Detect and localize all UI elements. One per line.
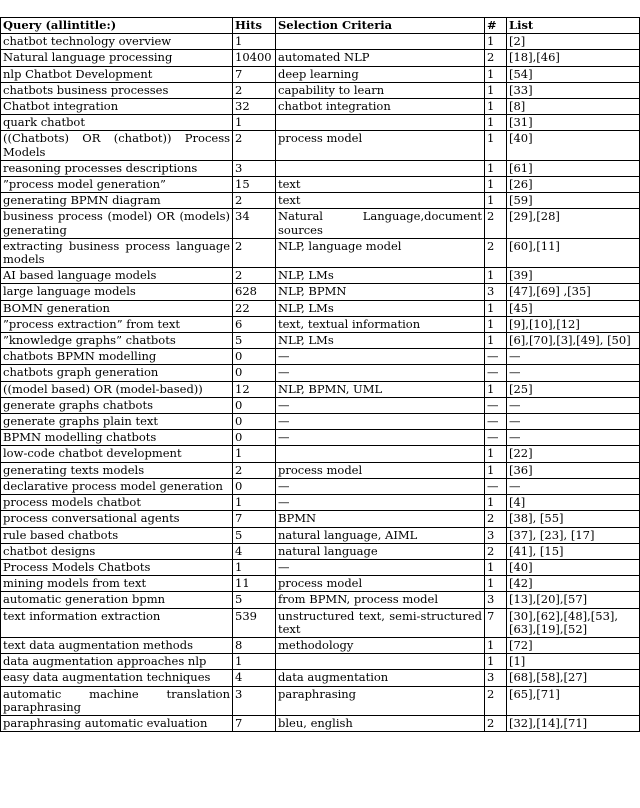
query-cell: process models chatbot (1, 495, 233, 511)
query-cell: Chatbot integration (1, 99, 233, 115)
reference-list-cell: [38], [55] (507, 511, 640, 527)
table-container (0, 17, 639, 732)
count-cell: 3 (485, 527, 507, 543)
table-row (1, 511, 640, 527)
reference-list-cell: [22] (507, 446, 640, 462)
selection-criteria-cell: bleu, english (276, 715, 485, 731)
table-row (1, 316, 640, 332)
table-row (1, 160, 640, 176)
count-cell: 1 (485, 115, 507, 131)
selection-criteria-cell: process model (276, 576, 485, 592)
selection-criteria-cell: NLP, language model (276, 238, 485, 267)
query-cell: nlp Chatbot Development (1, 66, 233, 82)
reference-list-cell: [25] (507, 381, 640, 397)
header-selection-criteria: Selection Criteria (276, 18, 485, 34)
hits-cell: 0 (233, 414, 276, 430)
reference-list-cell: [6],[70],[3],[49], [50] (507, 333, 640, 349)
hits-cell: 1 (233, 559, 276, 575)
count-cell: 1 (485, 559, 507, 575)
count-cell: 1 (485, 193, 507, 209)
query-cell: easy data augmentation techniques (1, 670, 233, 686)
count-cell: 1 (485, 462, 507, 478)
hits-cell: 1 (233, 115, 276, 131)
reference-list-cell: [40] (507, 131, 640, 160)
query-cell: text data augmentation methods (1, 637, 233, 653)
count-cell: — (485, 397, 507, 413)
table-body (1, 34, 640, 732)
query-cell: low-code chatbot development (1, 446, 233, 462)
selection-criteria-cell: — (276, 414, 485, 430)
table-row (1, 430, 640, 446)
hits-cell: 3 (233, 686, 276, 715)
selection-criteria-cell: paraphrasing (276, 686, 485, 715)
count-cell: 1 (485, 66, 507, 82)
query-cell: extracting business process language models (1, 238, 233, 267)
count-cell: 1 (485, 381, 507, 397)
selection-criteria-cell: — (276, 478, 485, 494)
table-row (1, 414, 640, 430)
reference-list-cell: [37], [23], [17] (507, 527, 640, 543)
query-cell: generate graphs chatbots (1, 397, 233, 413)
query-cell: business process (model) OR (models) generating (1, 209, 233, 238)
reference-list-cell: [29],[28] (507, 209, 640, 238)
count-cell: 1 (485, 300, 507, 316)
selection-criteria-cell: data augmentation (276, 670, 485, 686)
selection-criteria-cell: automated NLP (276, 50, 485, 66)
selection-criteria-cell: NLP, LMs (276, 300, 485, 316)
selection-criteria-cell: — (276, 365, 485, 381)
hits-cell: 34 (233, 209, 276, 238)
selection-criteria-cell: — (276, 397, 485, 413)
query-cell: chatbot designs (1, 543, 233, 559)
selection-criteria-cell: text (276, 193, 485, 209)
reference-list-cell: [41], [15] (507, 543, 640, 559)
reference-list-cell: [65],[71] (507, 686, 640, 715)
table-row (1, 131, 640, 160)
hits-cell: 1 (233, 495, 276, 511)
selection-criteria-cell: — (276, 559, 485, 575)
table-row (1, 193, 640, 209)
selection-criteria-cell: process model (276, 131, 485, 160)
hits-cell: 22 (233, 300, 276, 316)
hits-cell: 0 (233, 349, 276, 365)
table-row (1, 177, 640, 193)
hits-cell: 2 (233, 193, 276, 209)
hits-cell: 628 (233, 284, 276, 300)
selection-criteria-cell: text (276, 177, 485, 193)
query-cell: Process Models Chatbots (1, 559, 233, 575)
search-results-table (0, 17, 640, 732)
query-cell: rule based chatbots (1, 527, 233, 543)
table-row (1, 559, 640, 575)
query-cell: Natural language processing (1, 50, 233, 66)
query-cell: ”process extraction” from text (1, 316, 233, 332)
count-cell: 2 (485, 543, 507, 559)
count-cell: 1 (485, 177, 507, 193)
hits-cell: 539 (233, 608, 276, 637)
count-cell: 3 (485, 592, 507, 608)
reference-list-cell: [13],[20],[57] (507, 592, 640, 608)
selection-criteria-cell: NLP, LMs (276, 333, 485, 349)
query-cell: chatbot technology overview (1, 34, 233, 50)
table-row (1, 527, 640, 543)
reference-list-cell: — (507, 414, 640, 430)
table-row (1, 99, 640, 115)
selection-criteria-cell: chatbot integration (276, 99, 485, 115)
hits-cell: 8 (233, 637, 276, 653)
count-cell: 1 (485, 333, 507, 349)
selection-criteria-cell: text, textual information (276, 316, 485, 332)
hits-cell: 7 (233, 511, 276, 527)
table-row (1, 209, 640, 238)
count-cell: 1 (485, 654, 507, 670)
hits-cell: 1 (233, 446, 276, 462)
reference-list-cell: [9],[10],[12] (507, 316, 640, 332)
table-row (1, 365, 640, 381)
query-cell: BOMN generation (1, 300, 233, 316)
query-cell: reasoning processes descriptions (1, 160, 233, 176)
count-cell: 1 (485, 268, 507, 284)
reference-list-cell: [45] (507, 300, 640, 316)
query-cell: automatic machine translation paraphrasing (1, 686, 233, 715)
reference-list-cell: [18],[46] (507, 50, 640, 66)
count-cell: 1 (485, 131, 507, 160)
query-cell: chatbots BPMN modelling (1, 349, 233, 365)
query-cell: generate graphs plain text (1, 414, 233, 430)
table-row (1, 478, 640, 494)
reference-list-cell: [60],[11] (507, 238, 640, 267)
hits-cell: 2 (233, 131, 276, 160)
table-row (1, 446, 640, 462)
count-cell: 1 (485, 446, 507, 462)
count-cell: 1 (485, 637, 507, 653)
reference-list-cell: [72] (507, 637, 640, 653)
query-cell: process conversational agents (1, 511, 233, 527)
count-cell: 1 (485, 82, 507, 98)
reference-list-cell: [59] (507, 193, 640, 209)
hits-cell: 2 (233, 238, 276, 267)
selection-criteria-cell (276, 115, 485, 131)
query-cell: generating BPMN diagram (1, 193, 233, 209)
table-row (1, 686, 640, 715)
table-row (1, 654, 640, 670)
reference-list-cell: [8] (507, 99, 640, 115)
hits-cell: 7 (233, 66, 276, 82)
reference-list-cell: — (507, 349, 640, 365)
reference-list-cell: [42] (507, 576, 640, 592)
selection-criteria-cell: NLP, BPMN (276, 284, 485, 300)
table-row (1, 349, 640, 365)
selection-criteria-cell: BPMN (276, 511, 485, 527)
hits-cell: 2 (233, 268, 276, 284)
hits-cell: 4 (233, 543, 276, 559)
count-cell: — (485, 414, 507, 430)
hits-cell: 10400 (233, 50, 276, 66)
hits-cell: 0 (233, 397, 276, 413)
count-cell: 2 (485, 715, 507, 731)
table-row (1, 462, 640, 478)
table-row (1, 238, 640, 267)
query-cell: chatbots business processes (1, 82, 233, 98)
reference-list-cell: [4] (507, 495, 640, 511)
query-cell: automatic generation bpmn (1, 592, 233, 608)
hits-cell: 5 (233, 527, 276, 543)
reference-list-cell: — (507, 478, 640, 494)
selection-criteria-cell (276, 446, 485, 462)
table-row (1, 333, 640, 349)
table-row (1, 495, 640, 511)
count-cell: 1 (485, 34, 507, 50)
hits-cell: 6 (233, 316, 276, 332)
reference-list-cell: [26] (507, 177, 640, 193)
selection-criteria-cell: NLP, BPMN, UML (276, 381, 485, 397)
reference-list-cell: [32],[14],[71] (507, 715, 640, 731)
header-query: Query (allintitle:) (1, 18, 233, 34)
hits-cell: 4 (233, 670, 276, 686)
query-cell: mining models from text (1, 576, 233, 592)
table-row (1, 608, 640, 637)
hits-cell: 0 (233, 478, 276, 494)
query-cell: chatbots graph generation (1, 365, 233, 381)
query-cell: generating texts models (1, 462, 233, 478)
count-cell: 2 (485, 50, 507, 66)
hits-cell: 2 (233, 462, 276, 478)
hits-cell: 7 (233, 715, 276, 731)
reference-list-cell: [31] (507, 115, 640, 131)
count-cell: 2 (485, 238, 507, 267)
selection-criteria-cell: process model (276, 462, 485, 478)
reference-list-cell: [68],[58],[27] (507, 670, 640, 686)
table-row (1, 284, 640, 300)
table-row (1, 268, 640, 284)
hits-cell: 0 (233, 365, 276, 381)
query-cell: AI based language models (1, 268, 233, 284)
hits-cell: 11 (233, 576, 276, 592)
table-row (1, 82, 640, 98)
reference-list-cell: [61] (507, 160, 640, 176)
table-row (1, 66, 640, 82)
selection-criteria-cell (276, 34, 485, 50)
count-cell: 1 (485, 576, 507, 592)
table-row (1, 670, 640, 686)
hits-cell: 12 (233, 381, 276, 397)
hits-cell: 3 (233, 160, 276, 176)
header-count: # (485, 18, 507, 34)
reference-list-cell: [33] (507, 82, 640, 98)
reference-list-cell: [2] (507, 34, 640, 50)
reference-list-cell: [47],[69] ,[35] (507, 284, 640, 300)
table-row (1, 576, 640, 592)
count-cell: 1 (485, 160, 507, 176)
table-row (1, 300, 640, 316)
table-row (1, 715, 640, 731)
hits-cell: 0 (233, 430, 276, 446)
reference-list-cell: [40] (507, 559, 640, 575)
table-row (1, 397, 640, 413)
selection-criteria-cell: natural language (276, 543, 485, 559)
header-row (1, 18, 640, 34)
table-row (1, 50, 640, 66)
reference-list-cell: [1] (507, 654, 640, 670)
count-cell: 2 (485, 511, 507, 527)
table-row (1, 543, 640, 559)
query-cell: quark chatbot (1, 115, 233, 131)
reference-list-cell: — (507, 365, 640, 381)
table-row (1, 115, 640, 131)
query-cell: ((Chatbots) OR (chatbot)) Process Models (1, 131, 233, 160)
query-cell: BPMN modelling chatbots (1, 430, 233, 446)
selection-criteria-cell: NLP, LMs (276, 268, 485, 284)
selection-criteria-cell: — (276, 430, 485, 446)
hits-cell: 5 (233, 592, 276, 608)
count-cell: — (485, 478, 507, 494)
selection-criteria-cell: natural language, AIML (276, 527, 485, 543)
selection-criteria-cell: methodology (276, 637, 485, 653)
selection-criteria-cell: deep learning (276, 66, 485, 82)
table-row (1, 637, 640, 653)
query-cell: ”knowledge graphs” chatbots (1, 333, 233, 349)
selection-criteria-cell (276, 160, 485, 176)
count-cell: — (485, 349, 507, 365)
count-cell: 1 (485, 495, 507, 511)
hits-cell: 1 (233, 654, 276, 670)
count-cell: 1 (485, 99, 507, 115)
count-cell: 7 (485, 608, 507, 637)
selection-criteria-cell: Natural Language,document sources (276, 209, 485, 238)
reference-list-cell: [54] (507, 66, 640, 82)
table-row (1, 381, 640, 397)
hits-cell: 32 (233, 99, 276, 115)
query-cell: ((model based) OR (model-based)) (1, 381, 233, 397)
query-cell: paraphrasing automatic evaluation (1, 715, 233, 731)
reference-list-cell: [36] (507, 462, 640, 478)
count-cell: 1 (485, 316, 507, 332)
hits-cell: 1 (233, 34, 276, 50)
query-cell: declarative process model generation (1, 478, 233, 494)
selection-criteria-cell: from BPMN, process model (276, 592, 485, 608)
selection-criteria-cell: — (276, 495, 485, 511)
count-cell: 3 (485, 670, 507, 686)
selection-criteria-cell: unstructured text, semi-structured text (276, 608, 485, 637)
selection-criteria-cell (276, 654, 485, 670)
count-cell: — (485, 430, 507, 446)
query-cell: data augmentation approaches nlp (1, 654, 233, 670)
hits-cell: 2 (233, 82, 276, 98)
table-row (1, 592, 640, 608)
reference-list-cell: — (507, 430, 640, 446)
query-cell: ”process model generation” (1, 177, 233, 193)
hits-cell: 15 (233, 177, 276, 193)
header-list: List (507, 18, 640, 34)
count-cell: — (485, 365, 507, 381)
count-cell: 2 (485, 686, 507, 715)
header-hits: Hits (233, 18, 276, 34)
hits-cell: 5 (233, 333, 276, 349)
table-row (1, 34, 640, 50)
count-cell: 2 (485, 209, 507, 238)
selection-criteria-cell: capability to learn (276, 82, 485, 98)
selection-criteria-cell: — (276, 349, 485, 365)
reference-list-cell: [30],[62],[48],[53], [63],[19],[52] (507, 608, 640, 637)
reference-list-cell: — (507, 397, 640, 413)
query-cell: text information extraction (1, 608, 233, 637)
reference-list-cell: [39] (507, 268, 640, 284)
count-cell: 3 (485, 284, 507, 300)
query-cell: large language models (1, 284, 233, 300)
